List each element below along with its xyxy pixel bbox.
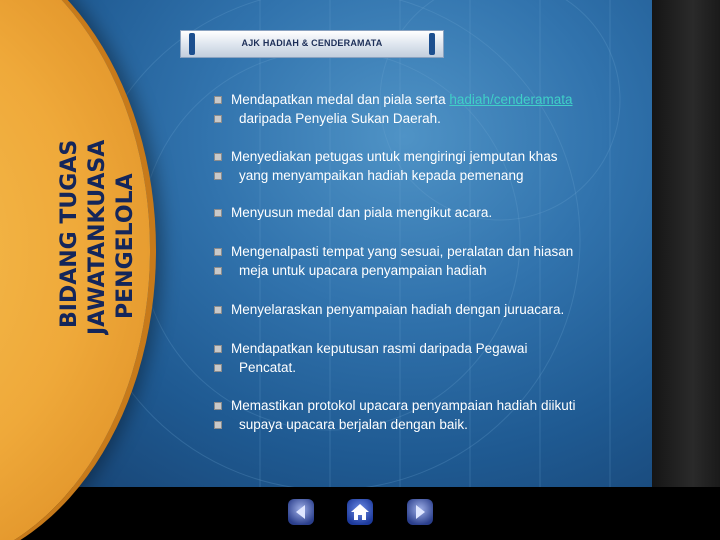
bullet-text: Menyusun medal dan piala mengikut acara.: [231, 205, 493, 220]
bullet-square-icon: [214, 172, 222, 180]
prev-arrow-icon: [287, 498, 315, 526]
bullet-square-icon: [214, 209, 222, 217]
home-icon: [346, 498, 374, 526]
bullet-text: Menyelaraskan penyampaian hadiah dengan juruacara.: [231, 302, 565, 317]
bullet-text: Mengenalpasti tempat yang sesuai, peralatan dan hiasan: [231, 244, 574, 259]
bullet-square-icon: [214, 96, 222, 104]
bullet-text: Memastikan protokol upacara penyampaian hadiah diikuti: [231, 398, 576, 413]
side-title: [48, 95, 138, 335]
bullet-square-icon: [214, 248, 222, 256]
bullet-square-icon: [214, 267, 222, 275]
bullet-text: supaya upacara berjalan dengan baik.: [239, 417, 468, 432]
bullet-text: Menyediakan petugas untuk mengiringi jemputan khas: [231, 149, 558, 164]
bullet-text: meja untuk upacara penyampaian hadiah: [239, 263, 487, 278]
next-arrow-icon: [406, 498, 434, 526]
side-title-line-1: BIDANG TUGAS: [57, 139, 82, 328]
bullet-square-icon: [214, 402, 222, 410]
side-title-line-2: JAWATANKUASA: [85, 139, 110, 335]
banner-title: AJK HADIAH & CENDERAMATA: [241, 38, 383, 48]
bullet-square-icon: [214, 345, 222, 353]
bullet-square-icon: [214, 306, 222, 314]
right-frame-bar: [652, 0, 720, 487]
prev-slide-button[interactable]: [287, 498, 315, 526]
section-banner: [180, 30, 444, 58]
bullet-square-icon: [214, 421, 222, 429]
bullet-square-icon: [214, 115, 222, 123]
bullet-text: Pencatat.: [239, 360, 297, 375]
bullet-text: yang menyampaikan hadiah kepada pemenang: [239, 168, 524, 183]
home-button[interactable]: [346, 498, 374, 526]
bullet-text: Mendapatkan keputusan rasmi daripada Pegawai: [231, 341, 528, 356]
bullet-text: Mendapatkan medal dan piala serta: [231, 92, 450, 107]
side-title-line-3: PENGELOLA: [113, 173, 138, 319]
banner-right-cap: [429, 33, 435, 55]
next-slide-button[interactable]: [406, 498, 434, 526]
bullet-text: daripada Penyelia Sukan Daerah.: [239, 111, 441, 126]
link-hadiah-cenderamata[interactable]: hadiah/cenderamata: [449, 92, 573, 107]
bullet-square-icon: [214, 153, 222, 161]
bullet-square-icon: [214, 364, 222, 372]
